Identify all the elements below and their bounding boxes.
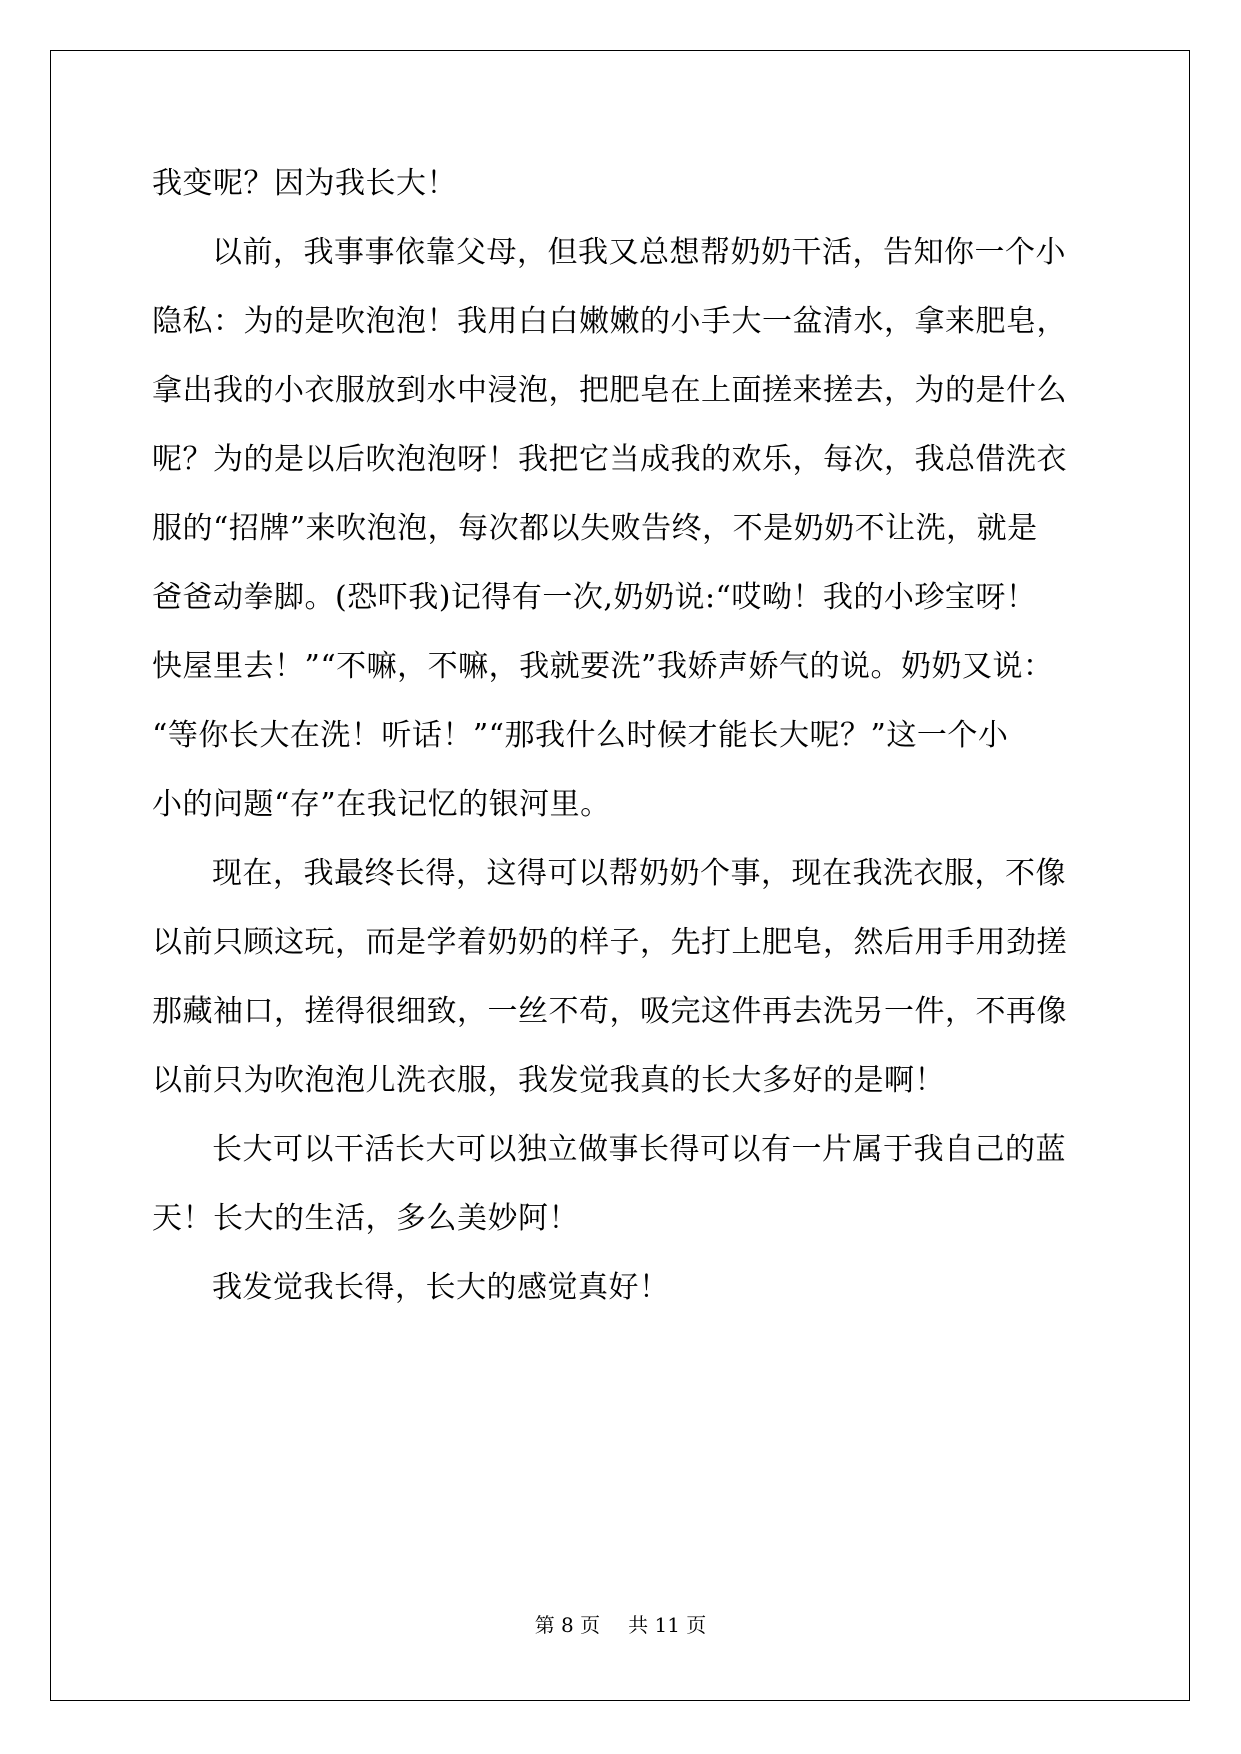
text-line: 以前只顾这玩，而是学着奶奶的样子，先打上肥皂，然后用手用劲搓 — [152, 925, 1067, 960]
text-line: 天！长大的生活，多么美妙阿！ — [152, 1201, 579, 1236]
text-line: 以前只为吹泡泡儿洗衣服，我发觉我真的长大多好的是啊！ — [152, 1063, 945, 1098]
text-line: 小的问题“存”在我记忆的银河里。 — [152, 787, 611, 822]
text-line: 呢？为的是以后吹泡泡呀！我把它当成我的欢乐，每次，我总借洗衣 — [152, 442, 1067, 477]
paragraph-first-line: 现在，我最终长得，这得可以帮奶奶个事，现在我洗衣服，不像 — [212, 856, 1066, 891]
text-line: 拿出我的小衣服放到水中浸泡，把肥皂在上面搓来搓去，为的是什么 — [152, 373, 1067, 408]
page-number: 第 8 页 — [534, 1613, 601, 1637]
paragraph-first-line: 以前，我事事依靠父母，但我又总想帮奶奶干活，告知你一个小 — [212, 235, 1066, 270]
text-line: “等你长大在洗！听话！”“那我什么时候才能长大呢？”这一个小 — [152, 718, 1009, 753]
text-line: 服的“招牌”来吹泡泡，每次都以失败告终，不是奶奶不让洗，就是 — [152, 511, 1038, 546]
text-line: 快屋里去！”“不嘛，不嘛，我就要洗”我娇声娇气的说。奶奶又说： — [152, 649, 1054, 684]
text-line: 隐私：为的是吹泡泡！我用白白嫩嫩的小手大一盆清水，拿来肥皂， — [152, 304, 1067, 339]
page-footer — [0, 1612, 1241, 1638]
paragraph-first-line: 我发觉我长得，长大的感觉真好！ — [212, 1270, 670, 1305]
text-line: 那藏袖口，搓得很细致，一丝不苟，吸完这件再去洗另一件，不再像 — [152, 994, 1067, 1029]
paragraph-first-line: 长大可以干活长大可以独立做事长得可以有一片属于我自己的蓝 — [212, 1132, 1066, 1167]
page-total: 共 11 页 — [628, 1613, 707, 1637]
text-line: 我变呢？因为我长大！ — [152, 166, 457, 201]
text-line: 爸爸动拳脚。(恐吓我)记得有一次,奶奶说:“哎呦！我的小珍宝呀！ — [152, 580, 1037, 615]
